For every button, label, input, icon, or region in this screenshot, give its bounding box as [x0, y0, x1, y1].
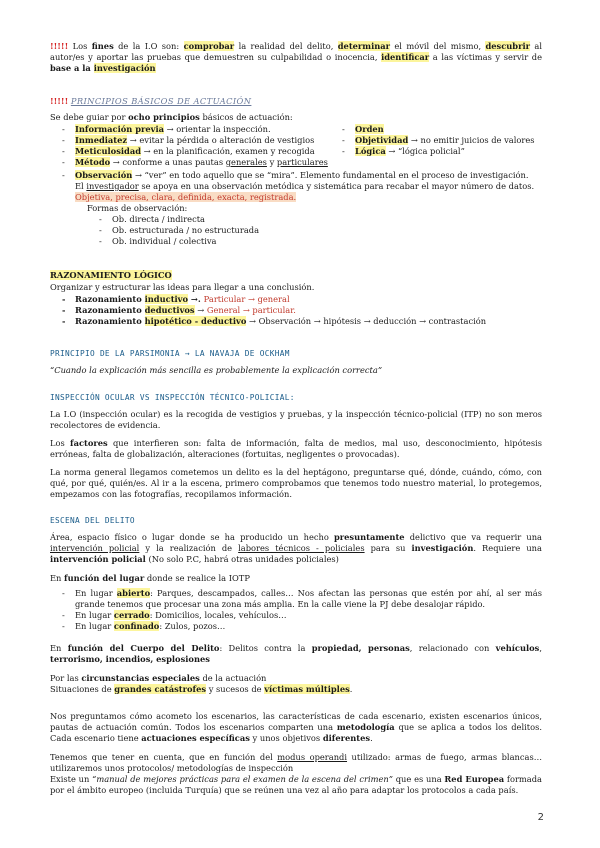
parsimonia-heading: PRINCIPIO DE LA PARSIMONIA → LA NAVAJA DE OCKHAM	[50, 349, 290, 358]
escena-paragraph-6: Existe un “manual de mejores prácticas para el examen de la escena del crimen” que es una Red Europea formada por el ámbito europeo (incluida Turquía) que se reúnen una vez al año para adaptar los protocolos a cada país.	[50, 774, 542, 795]
inspeccion-paragraph-1: La I.O (inspección ocular) es la recogida de vestigios y pruebas, y la inspección técnico-policial (ITP) no son meros recolectores de evidencia.	[50, 409, 542, 430]
intro-paragraph: !!!!! Los fines de la I.O son: comprobar la realidad del delito, determinar el móvil del mismo, descubrir al autor/es y aportar las pruebas que demuestren su culpabilidad o inocencia, identificar a las víctimas y servir de base a la investigación	[50, 41, 542, 73]
list-item: - Razonamiento hipotético - deductivo → Observación → hipótesis → deducción → contrastación	[62, 315, 487, 326]
list-item: - Información previa → orientar la inspección.	[62, 124, 271, 134]
parsimonia-quote: “Cuando la explicación más sencilla es probablemente la explicación correcta”	[50, 365, 383, 375]
observacion-block: - Observación → “ver” en todo aquello que se “mira”. Elemento fundamental en el proceso de investigación. El investigador se apoya en una observación metódica y sistemática para recabar el mayor número de datos. Objetiva, precisa, clara, definida, exacta, registrada. Formas de observación: - Ob. directa / indirecta - Ob. estructurada / no estructurada - Ob. individual / colectiva	[62, 170, 547, 247]
razonamiento-heading: RAZONAMIENTO LÓGICO	[50, 270, 172, 280]
lugares-list	[62, 588, 542, 632]
list-item: - Ob. individual / colectiva	[99, 235, 217, 246]
lugar-lead: En función del lugar donde se realice la IOTP	[50, 573, 250, 583]
list-item: - En lugar abierto: Parques, descampados, calles… Nos afectan las personas que estén por ahí, al ser más grande tenemos que procesar una zona más amplia. En la calle viene la PJ debe desalojar rápido.	[62, 588, 542, 609]
list-item: - En lugar confinado: Zulos, pozos…	[62, 620, 226, 631]
circunstancias-line-1: Por las circunstancias especiales de la actuación	[50, 673, 267, 683]
list-item: - Lógica → “lógica policial”	[342, 145, 465, 156]
principles-left-list	[62, 124, 352, 168]
inspeccion-heading: INSPECCIÓN OCULAR VS INSPECCIÓN TÉCNICO-POLICIAL:	[50, 393, 295, 402]
list-item: - Ob. directa / indirecta	[99, 213, 205, 224]
list-item: - En lugar cerrado: Domicilios, locales, vehículos…	[62, 609, 287, 620]
razonamiento-list	[62, 294, 552, 327]
list-item: - Inmediatez → evitar la pérdida o alteración de vestigios	[62, 134, 315, 145]
list-item: - Método → conforme a unas pautas generales y particulares	[62, 156, 328, 167]
circunstancias-line-2: Situaciones de grandes catástrofes y sucesos de víctimas múltiples.	[50, 684, 353, 694]
alert-marks: !!!!!	[50, 41, 69, 51]
page-number: 2	[537, 812, 544, 823]
principles-right-list	[342, 124, 552, 157]
inspeccion-paragraph-3: La norma general llegamos cometemos un delito es la del heptágono, preguntarse qué, dónde, cuándo, cómo, con qué, por qué, quién/es. Al ir a la escena, primero comprobamos que tenemos todo nuestro material, lo protegemos, empezamos con las fotografías, recopilamos información.	[50, 467, 542, 499]
escena-paragraph-4: Nos preguntamos cómo acometo los escenarios, las características de cada escenario, existen escenarios únicos, pautas de actuación común. Todos los escenarios comparten una metodología que se aplica a todos los delitos. Cada escenario tiene actuaciones específicas y unos objetivos diferentes.	[50, 711, 542, 743]
escena-paragraph-5: Tenemos que tener en cuenta, que en función del modus operandi utilizado: armas de fuego, armas blancas… utilizaremos unos protocolos/ metodologías de inspección	[50, 752, 543, 773]
formas-list	[62, 214, 547, 247]
cuerpo-paragraph: En función del Cuerpo del Delito: Delitos contra la propiedad, personas, relacionado con vehículos, terrorismo, incendios, esplosiones	[50, 643, 542, 664]
escena-heading: ESCENA DEL DELITO	[50, 516, 135, 525]
list-item: - Objetividad → no emitir juicios de valores	[342, 134, 535, 145]
list-item: - Meticulosidad → en la planificación, examen y recogida	[62, 145, 315, 156]
principios-lead: Se debe guiar por ocho principios básicos de actuación:	[50, 112, 293, 122]
principios-heading: !!!!! PRINCIPIOS BÁSICOS DE ACTUACIÓN	[50, 96, 252, 106]
list-item: - Ob. estructurada / no estructurada	[99, 224, 260, 235]
escena-paragraph-1: Área, espacio físico o lugar donde se ha producido un hecho presuntamente delictivo que va requerir una intervención policial y la realización de labores técnicos - policiales para su investigación. Requiere una intervención policial (No solo P.C, habrá otras unidades policiales)	[50, 532, 542, 564]
list-item: - Orden	[342, 124, 384, 134]
razonamiento-lead: Organizar y estructurar las ideas para llegar a una conclusión.	[50, 282, 315, 292]
list-item: - Razonamiento deductivos → General → particular.	[62, 304, 296, 315]
inspeccion-paragraph-2: Los factores que interfieren son: falta de información, falta de medios, mal uso, desconocimiento, hipótesis erróneas, falta de globalización, alteraciones (fortuitas, negligentes o provocadas).	[50, 438, 542, 459]
list-item: - Razonamiento inductivo →. Particular → general	[62, 294, 290, 304]
